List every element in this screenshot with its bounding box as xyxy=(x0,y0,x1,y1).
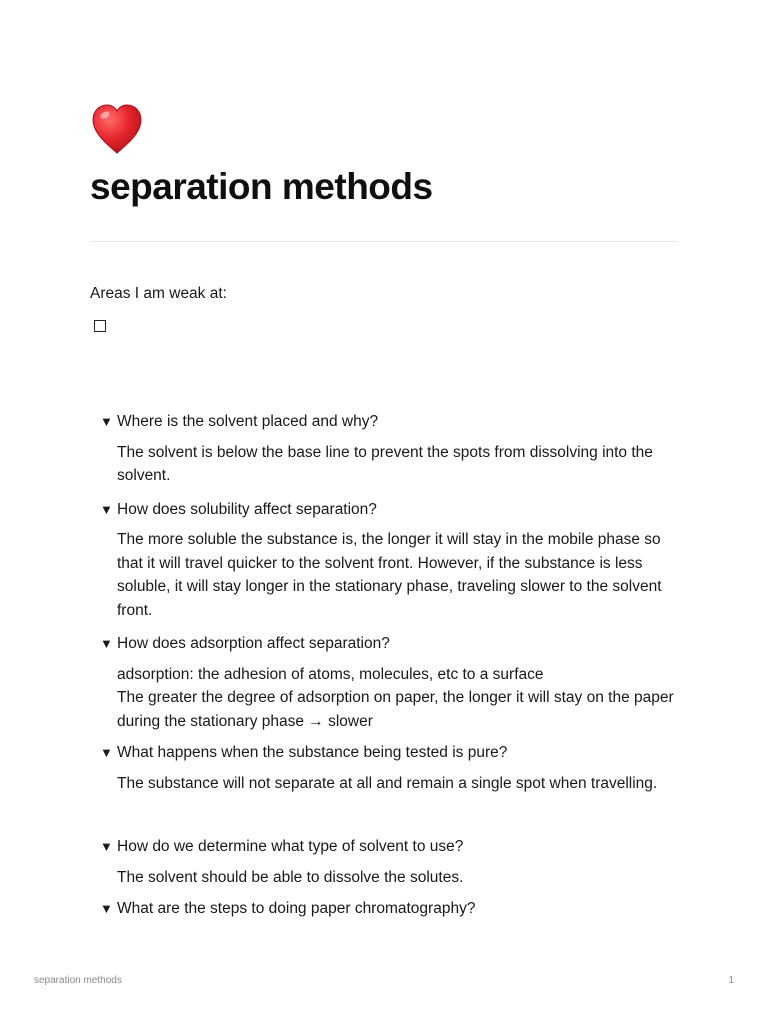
toggle-answer: The greater the degree of adsorption on paper, the longer it will stay on the paper during the stationary phase → slower xyxy=(117,689,674,730)
toggle-content xyxy=(117,663,682,734)
toggle-question: What happens when the substance being tested is pure? xyxy=(117,744,508,761)
toggle-list xyxy=(100,410,690,921)
divider xyxy=(90,241,678,242)
toggle-block xyxy=(100,835,690,889)
toggle-header[interactable] xyxy=(100,897,690,921)
toggle-triangle-icon[interactable]: ▼ xyxy=(100,636,113,651)
toggle-answer: The solvent should be able to dissolve the solutes. xyxy=(117,868,464,886)
toggle-content xyxy=(117,441,682,488)
toggle-question: Where is the solvent placed and why? xyxy=(117,413,379,430)
toggle-block xyxy=(100,632,690,733)
toggle-answer: The more soluble the substance is, the longer it will stay in the mobile phase so that it will travel quicker to the solvent front. However, if the substance is less soluble, it will stay longer in the stationary phase, traveling slower to the solvent front. xyxy=(117,531,662,619)
footer-page-number: 1 xyxy=(728,975,734,986)
toggle-triangle-icon[interactable]: ▼ xyxy=(100,414,113,429)
toggle-content xyxy=(117,528,682,622)
toggle-header[interactable] xyxy=(100,498,690,522)
toggle-triangle-icon[interactable]: ▼ xyxy=(100,901,113,916)
page-title: separation methods xyxy=(90,166,433,207)
toggle-block xyxy=(100,410,690,488)
toggle-block xyxy=(100,741,690,795)
toggle-question: How do we determine what type of solvent to use? xyxy=(117,838,464,855)
toggle-header[interactable] xyxy=(100,741,690,765)
toggle-triangle-icon[interactable]: ▼ xyxy=(100,501,113,517)
toggle-triangle-icon[interactable]: ▼ xyxy=(100,745,113,760)
toggle-block xyxy=(100,498,690,623)
weak-areas-label: Areas I am weak at: xyxy=(90,285,227,302)
footer-title: separation methods xyxy=(34,975,122,986)
todo-checkbox[interactable] xyxy=(94,320,106,332)
toggle-answer: The substance will not separate at all and remain a single spot when travelling. xyxy=(117,774,658,792)
toggle-answer: adsorption: the adhesion of atoms, molecules, etc to a surface xyxy=(117,665,544,683)
toggle-block xyxy=(100,897,690,921)
toggle-triangle-icon[interactable]: ▼ xyxy=(100,839,113,854)
toggle-header[interactable] xyxy=(100,410,690,434)
toggle-question: How does adsorption affect separation? xyxy=(117,635,390,652)
toggle-header[interactable] xyxy=(100,632,690,656)
red-heart-icon xyxy=(90,103,144,155)
toggle-question: What are the steps to doing paper chromatography? xyxy=(117,900,476,917)
toggle-content xyxy=(117,772,682,796)
toggle-content xyxy=(117,866,682,890)
toggle-header[interactable] xyxy=(100,835,690,859)
toggle-question: How does solubility affect separation? xyxy=(117,500,377,518)
toggle-answer: The solvent is below the base line to prevent the spots from dissolving into the solvent. xyxy=(117,443,653,484)
